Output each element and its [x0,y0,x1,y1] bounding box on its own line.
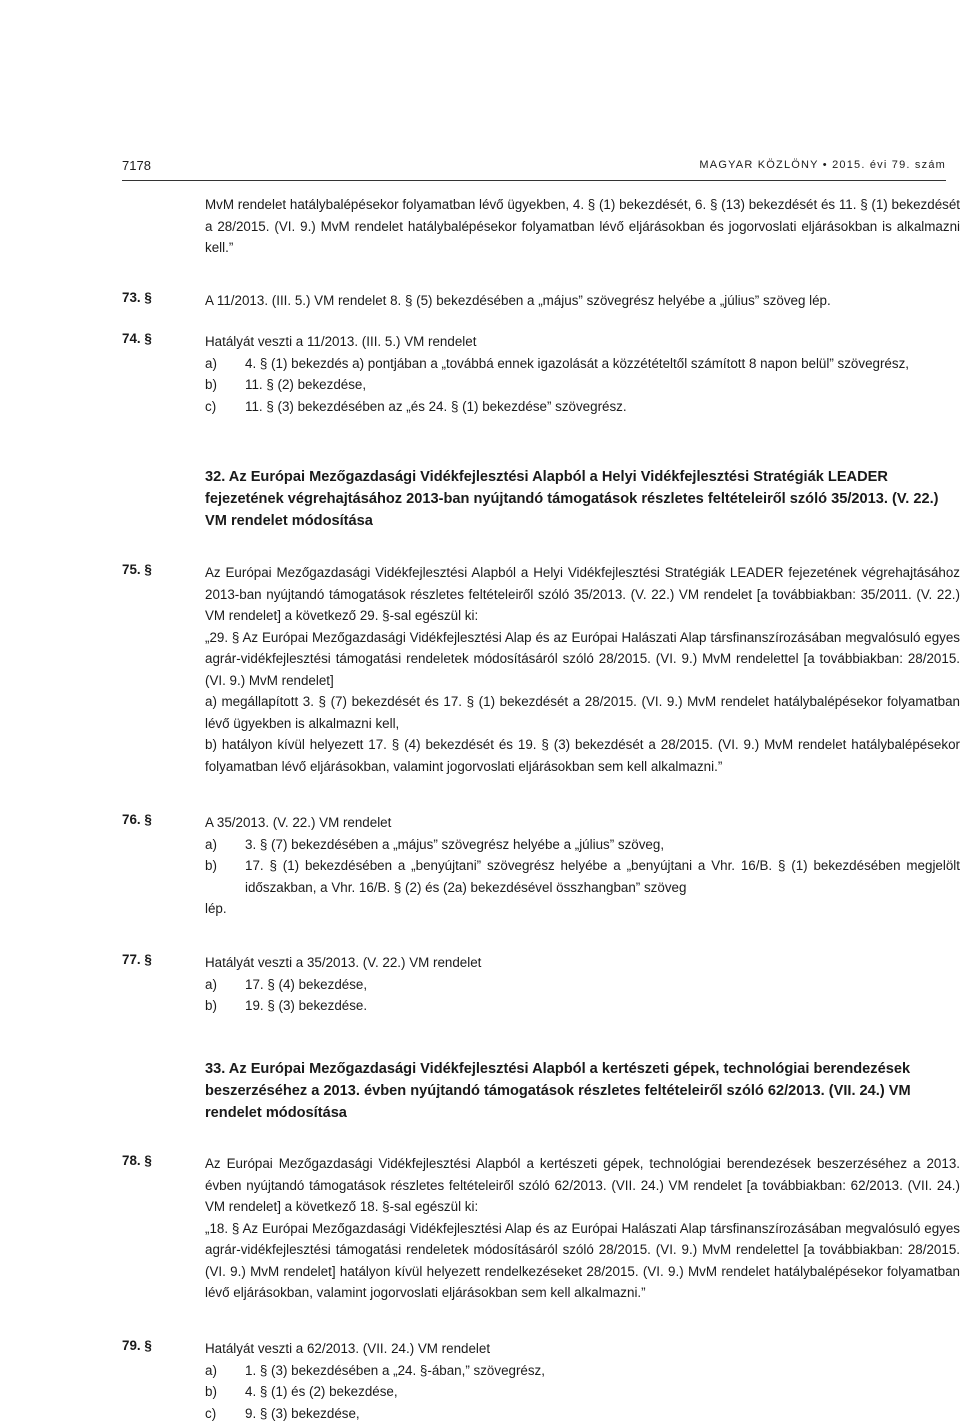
page-number: 7178 [122,158,151,173]
heading-32: 32. Az Európai Mezőgazdasági Vidékfejlesztési Alapból a Helyi Vidékfejlesztési Stratégiák LEADER fejezetének végrehajtásához 2013-ban nyújtandó támogatások részletes feltételeiről szóló 35/2013. (V. 22.) VM rendelet módosítása [205,466,960,532]
section-74-number: 74. § [122,331,152,346]
journal-title: MAGYAR KÖZLÖNY • 2015. évi 79. szám [699,159,946,171]
section-79-intro: Hatályát veszti a 62/2013. (VII. 24.) VM rendelet [205,1338,960,1360]
section-77-body [205,952,960,1017]
section-76-end: lép. [205,898,960,920]
section-79-item-b: b) 4. § (1) és (2) bekezdése, [205,1381,960,1403]
section-73-text: A 11/2013. (III. 5.) VM rendelet 8. § (5) bekezdésében a „május” szövegrész helyébe a „július” szöveg lép. [205,290,960,312]
section-75-quote: „29. § Az Európai Mezőgazdasági Vidékfejlesztési Alap és az Európai Halászati Alap társfinanszírozásában megvalósuló egyes agrár-vidékfejlesztési támogatási rendeletek módosításáról szóló 28/2015. (VI. 9.) MvM rendelettel [a továbbiakban: 28/2015. (VI. 9.) MvM rendelet] [205,627,960,692]
section-76-item-b: b) 17. § (1) bekezdésében a „benyújtani” szövegrész helyébe a „benyújtani a Vhr. 16/B. § (1) bekezdésében megjelölt időszakban, a Vhr. 16/B. § (2) és (2a) bekezdésével összhangban” szöveg [205,855,960,898]
section-74-item-b: b) 11. § (2) bekezdése, [205,374,960,396]
section-74-body [205,331,960,417]
section-75-number: 75. § [122,562,152,577]
section-74-intro: Hatályát veszti a 11/2013. (III. 5.) VM rendelet [205,331,960,353]
section-74-item-c: c) 11. § (3) bekezdésében az „és 24. § (1) bekezdése” szövegrész. [205,396,960,418]
section-73-number: 73. § [122,290,152,305]
section-76-intro: A 35/2013. (V. 22.) VM rendelet [205,812,960,834]
section-79-item-c: c) 9. § (3) bekezdése, [205,1403,960,1424]
section-78-quote: „18. § Az Európai Mezőgazdasági Vidékfejlesztési Alap és az Európai Halászati Alap társfinanszírozásában megvalósuló egyes agrár-vidékfejlesztési támogatási rendeletek módosításáról szóló 28/2015. (VI. 9.) MvM rendelettel [a továbbiakban: 28/2015. (VI. 9.) MvM rendelet] hatályon kívül helyezett rendelkezéseket 28/2015. (VI. 9.) MvM rendelet hatálybalépésekor folyamatban lévő eljárásokban, valamint jogorvoslati eljárásokban sem kell alkalmazni.” [205,1218,960,1304]
heading-33: 33. Az Európai Mezőgazdasági Vidékfejlesztési Alapból a kertészeti gépek, technológiai berendezések beszerzéséhez a 2013. évben nyújtandó támogatások részletes feltételeiről szóló 62/2013. (VII. 24.) VM rendelet módosítása [205,1058,960,1124]
section-79-body [205,1338,960,1424]
section-78-body [205,1153,960,1304]
section-75-b: b) hatályon kívül helyezett 17. § (4) bekezdését és 19. § (3) bekezdését a 28/2015. (VI. 9.) MvM rendelet hatálybalépésekor folyamatban lévő eljárásokban, valamint jogorvoslati eljárásokban sem kell alkalmazni.” [205,734,960,777]
section-76-number: 76. § [122,812,152,827]
section-75-intro: Az Európai Mezőgazdasági Vidékfejlesztési Alapból a Helyi Vidékfejlesztési Stratégiák LEADER fejezetének végrehajtásához 2013-ban nyújtandó támogatások részletes feltételeiről szóló 35/2013. (V. 22.) VM rendelet [a továbbiakban: 35/2011. (V. 22.) VM rendelet] a következő 29. §-sal egészül ki: [205,562,960,627]
section-76-body [205,812,960,920]
section-77-item-a: a) 17. § (4) bekezdése, [205,974,960,996]
continuation-paragraph: MvM rendelet hatálybalépésekor folyamatban lévő ügyekben, 4. § (1) bekezdését, 6. § (13) bekezdését és 11. § (1) bekezdését a 28/2015. (VI. 9.) MvM rendelet hatálybalépésekor folyamatban lévő eljárásokban és jogorvoslati eljárásokban is alkalmazni kell.” [205,194,960,259]
section-79-number: 79. § [122,1338,152,1353]
section-74-item-a: a) 4. § (1) bekezdés a) pontjában a „továbbá ennek igazolását a közzétételtől számított 8 napon belül” szövegrész, [205,353,960,375]
section-75-a: a) megállapított 3. § (7) bekezdését és 17. § (1) bekezdését a 28/2015. (VI. 9.) MvM rendelet hatálybalépésekor folyamatban lévő ügyekben is alkalmazni kell, [205,691,960,734]
section-77-intro: Hatályát veszti a 35/2013. (V. 22.) VM rendelet [205,952,960,974]
section-77-item-b: b) 19. § (3) bekezdése. [205,995,960,1017]
header-rule [122,180,946,181]
section-78-number: 78. § [122,1153,152,1168]
section-78-intro: Az Európai Mezőgazdasági Vidékfejlesztési Alapból a kertészeti gépek, technológiai berendezések beszerzéséhez a 2013. évben nyújtandó támogatások részletes feltételeiről szóló 62/2013. (VII. 24.) VM rendelet [a továbbiakban: 62/2013. (VII. 24.) VM rendelet] a következő 18. §-sal egészül ki: [205,1153,960,1218]
section-77-number: 77. § [122,952,152,967]
section-75-body [205,562,960,777]
section-79-item-a: a) 1. § (3) bekezdésében a „24. §-ában,” szövegrész, [205,1360,960,1382]
section-76-item-a: a) 3. § (7) bekezdésében a „május” szövegrész helyébe a „július” szöveg, [205,834,960,856]
